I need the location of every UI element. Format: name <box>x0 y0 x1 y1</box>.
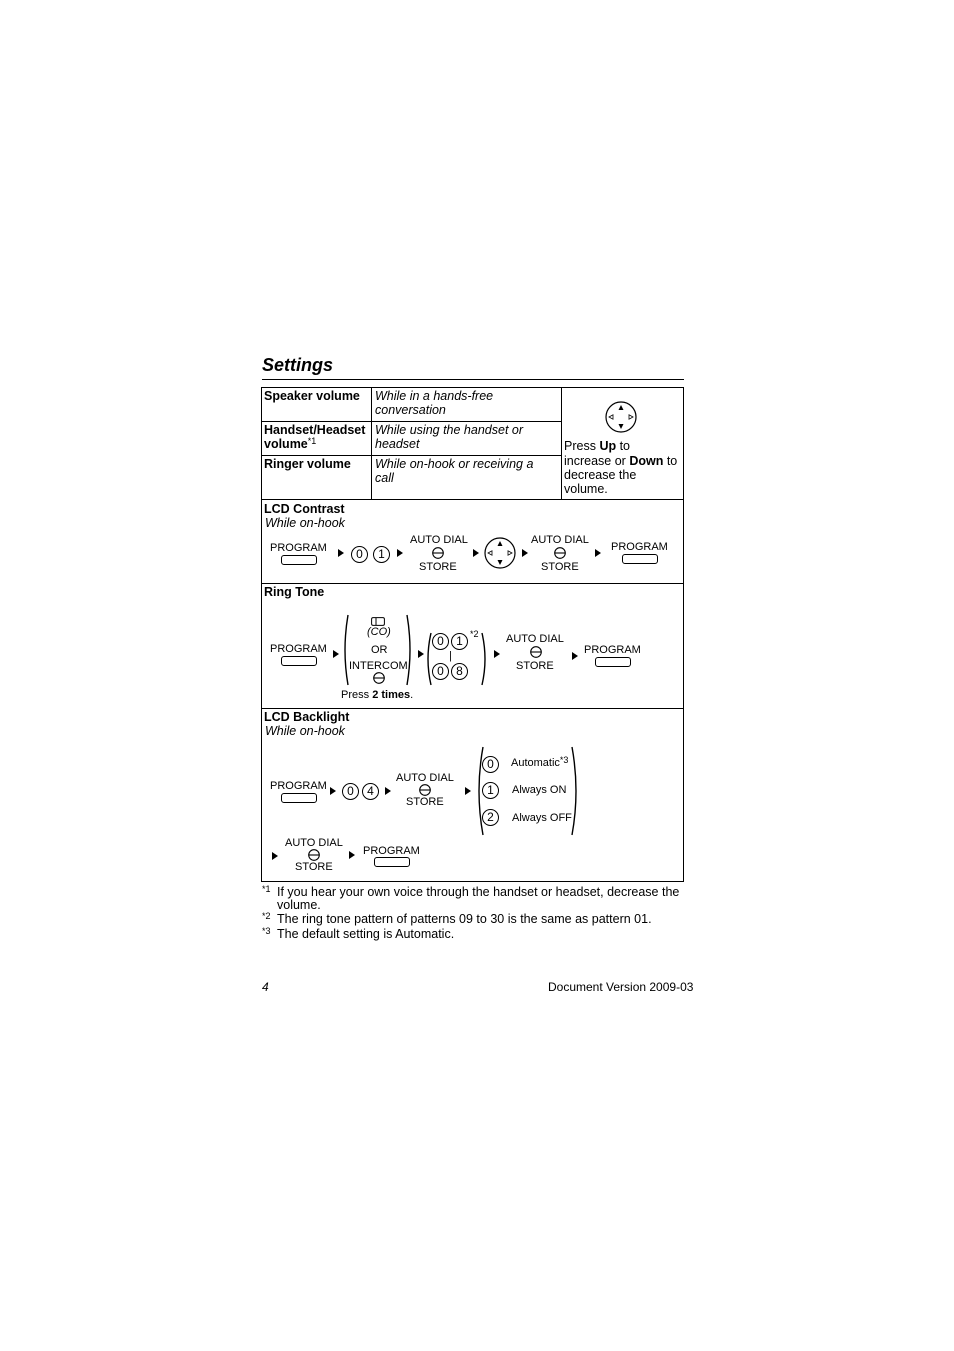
footnote-mark-1: *1 <box>262 884 271 894</box>
intercom-key-icon[interactable] <box>373 672 385 684</box>
digit-0-key[interactable]: 0 <box>432 633 449 650</box>
arrow-icon <box>330 787 336 795</box>
store-key-icon[interactable] <box>432 547 444 559</box>
footnote-mark-3: *3 <box>262 926 271 936</box>
auto-dial-label: AUTO DIAL <box>285 837 343 849</box>
arrow-icon <box>494 650 500 658</box>
digit-2-key[interactable]: 2 <box>482 809 499 826</box>
program-key[interactable] <box>281 555 317 565</box>
program-key-label: PROGRAM <box>584 644 641 656</box>
intercom-label: INTERCOM <box>349 660 408 672</box>
arrow-icon <box>522 549 528 557</box>
handset-volume-label-1: Handset/Headset <box>264 423 366 437</box>
program-key[interactable] <box>281 793 317 803</box>
speaker-volume-desc: While in a hands-free conversation <box>375 389 494 417</box>
page-number: 4 <box>262 980 269 994</box>
ringer-volume-desc: While on-hook or receiving a call <box>375 457 534 485</box>
arrow-icon <box>397 549 403 557</box>
lcd-backlight-title: LCD Backlight <box>264 710 350 724</box>
program-key-label: PROGRAM <box>270 643 327 655</box>
program-key-label: PROGRAM <box>270 542 327 554</box>
footnote-mark-2: *2 <box>262 911 271 921</box>
auto-dial-label: AUTO DIAL <box>531 534 589 546</box>
lcd-backlight-subtitle: While on-hook <box>265 724 345 738</box>
store-key-icon[interactable] <box>308 849 320 861</box>
ringer-volume-label: Ringer volume <box>264 457 351 471</box>
lcd-contrast-subtitle: While on-hook <box>265 516 345 530</box>
arrow-icon <box>349 851 355 859</box>
option-automatic: Automatic$^{*3}$ <box>511 755 569 769</box>
arrow-icon <box>465 787 471 795</box>
arrow-icon <box>272 852 278 860</box>
range-separator: | <box>449 650 452 662</box>
store-key-icon[interactable] <box>554 547 566 559</box>
navigator-key-icon <box>605 401 637 433</box>
store-key-icon[interactable] <box>419 784 431 796</box>
arrow-icon <box>473 549 479 557</box>
speaker-volume-label: Speaker volume <box>264 389 360 403</box>
bracket-left-icon <box>424 632 432 686</box>
page-title: Settings <box>262 355 334 375</box>
document-version: Document Version 2009-03 <box>548 980 694 994</box>
bracket-left-icon <box>341 614 349 686</box>
ring-tone-title: Ring Tone <box>264 585 325 599</box>
store-label: STORE <box>541 561 579 573</box>
digit-0-key[interactable]: 0 <box>351 546 368 563</box>
program-key[interactable] <box>281 656 317 666</box>
footnote-ref-2: *2 <box>470 629 479 639</box>
navigator-key-icon[interactable] <box>484 537 516 569</box>
or-label: OR <box>371 644 388 656</box>
option-always-on: Always ON <box>512 784 567 796</box>
digit-0-key[interactable]: 0 <box>432 663 449 680</box>
auto-dial-label: AUTO DIAL <box>410 534 468 546</box>
footnote-1-line-1: If you hear your own voice through the handset or headset, decrease the <box>277 885 680 899</box>
nav-instruction-3: decrease the <box>564 468 637 482</box>
co-key-icon[interactable] <box>371 617 385 626</box>
handset-volume-desc: While using the handset or headset <box>375 423 524 451</box>
program-key[interactable] <box>374 857 410 867</box>
program-key-label: PROGRAM <box>611 541 668 553</box>
store-key-icon[interactable] <box>530 646 542 658</box>
title-rule <box>262 379 684 380</box>
program-key[interactable] <box>622 554 658 564</box>
arrow-icon <box>338 549 344 557</box>
digit-8-key[interactable]: 8 <box>451 663 468 680</box>
digit-0-key[interactable]: 0 <box>482 756 499 773</box>
store-label: STORE <box>419 561 457 573</box>
bracket-right-icon <box>406 614 414 686</box>
nav-instruction-4: volume. <box>564 482 608 496</box>
digit-1-key[interactable]: 1 <box>482 782 499 799</box>
digit-1-key[interactable]: 1 <box>373 546 390 563</box>
footnote-3-text: The default setting is Automatic. <box>277 927 455 941</box>
store-label: STORE <box>295 861 333 873</box>
co-label: (CO) <box>367 626 391 638</box>
bracket-right-icon <box>571 746 581 836</box>
bracket-right-icon <box>481 632 489 686</box>
program-key[interactable] <box>595 657 631 667</box>
store-label: STORE <box>516 660 554 672</box>
nav-instruction-1: Press Up to <box>564 439 631 453</box>
lcd-contrast-title: LCD Contrast <box>264 502 345 516</box>
footnote-1-line-2: volume. <box>277 898 321 912</box>
arrow-icon <box>595 549 601 557</box>
handset-volume-label-2: volume$^{*1}$ <box>264 436 317 451</box>
option-always-off: Always OFF <box>512 812 572 824</box>
program-key-label: PROGRAM <box>363 845 420 857</box>
digit-1-key[interactable]: 1 <box>451 633 468 650</box>
digit-4-key[interactable]: 4 <box>362 783 379 800</box>
press-times-note: Press 2 times. <box>341 689 414 701</box>
store-label: STORE <box>406 796 444 808</box>
auto-dial-label: AUTO DIAL <box>396 772 454 784</box>
arrow-icon <box>385 787 391 795</box>
arrow-icon <box>333 650 339 658</box>
digit-0-key[interactable]: 0 <box>342 783 359 800</box>
auto-dial-label: AUTO DIAL <box>506 633 564 645</box>
program-key-label: PROGRAM <box>270 780 327 792</box>
arrow-icon <box>572 652 578 660</box>
footnote-2-text: The ring tone pattern of patterns 09 to 30 is the same as pattern 01. <box>277 912 652 926</box>
nav-instruction-2: increase or Down to <box>564 454 678 468</box>
